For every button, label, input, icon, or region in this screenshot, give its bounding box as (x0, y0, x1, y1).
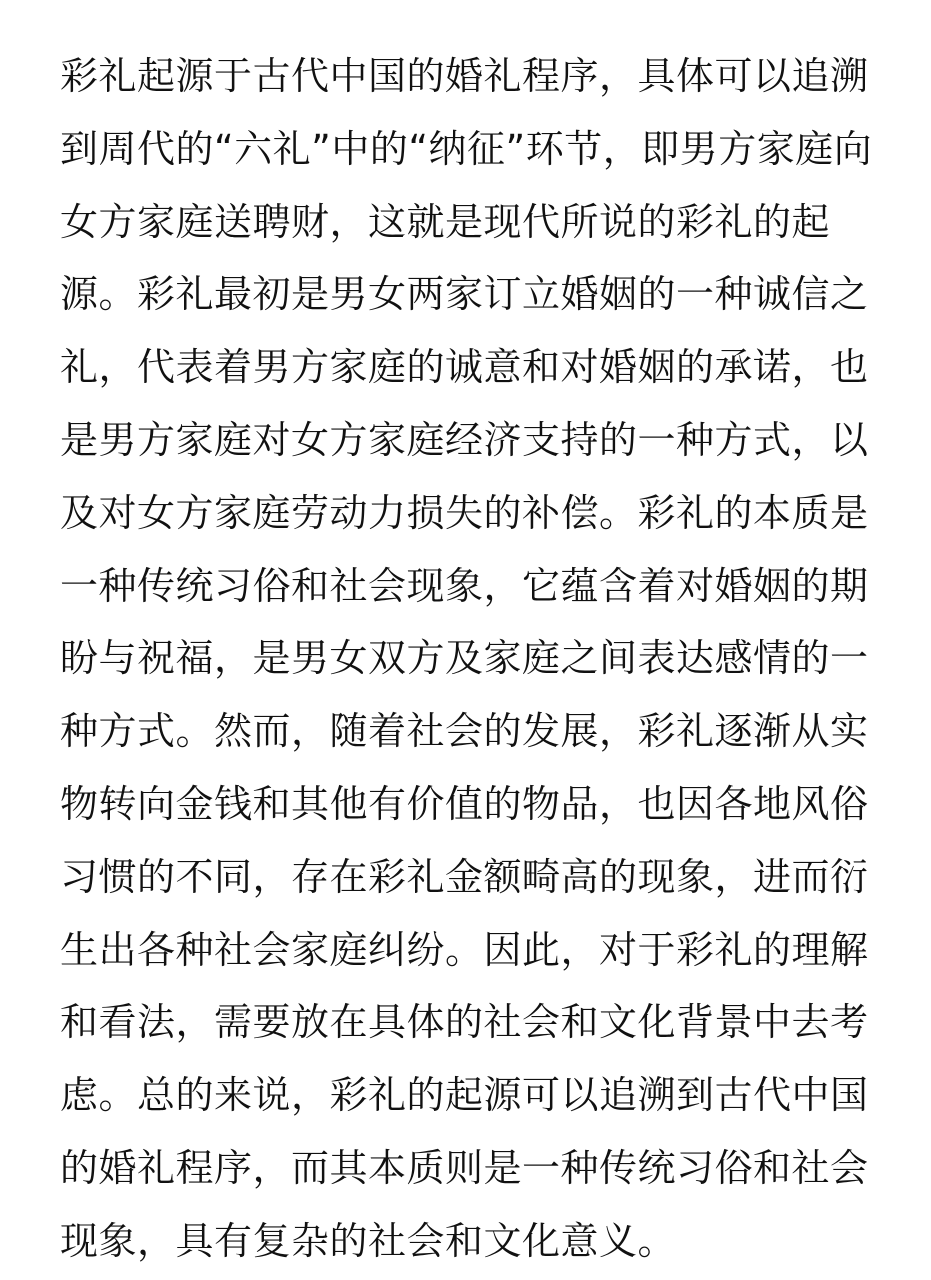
article-line: 现象，具有复杂的社会和文化意义。 (60, 1218, 677, 1263)
article-line: 及对女方家庭劳动力损失的补偿。彩礼的本质是 (60, 490, 869, 535)
article-line: 种方式。然而，随着社会的发展，彩礼逐渐从实 (60, 709, 869, 754)
article-line: 虑。总的来说，彩礼的起源可以追溯到古代中国 (60, 1073, 869, 1118)
article-line: 彩礼起源于古代中国的婚礼程序，具体可以追溯 (60, 54, 869, 98)
article-line: 到周代的“六礼”中的“纳征”环节，即男方家庭向 (60, 126, 873, 171)
article-text (60, 40, 880, 1278)
article-line: 习惯的不同，存在彩礼金额畸高的现象，进而衍 (60, 854, 869, 899)
article-line: 的婚礼程序，而其本质则是一种传统习俗和社会 (60, 1145, 869, 1190)
article-line: 是男方家庭对女方家庭经济支持的一种方式，以 (60, 417, 869, 462)
article-line: 源。彩礼最初是男女两家订立婚姻的一种诚信之 (60, 272, 869, 317)
article-line: 生出各种社会家庭纠纷。因此，对于彩礼的理解 (60, 927, 869, 972)
article-line: 一种传统习俗和社会现象，它蕴含着对婚姻的期 (60, 563, 869, 608)
article-line: 礼，代表着男方家庭的诚意和对婚姻的承诺，也 (60, 345, 869, 390)
article-line: 物转向金钱和其他有价值的物品，也因各地风俗 (60, 781, 869, 826)
article-line: 和看法，需要放在具体的社会和文化背景中去考 (60, 1000, 869, 1045)
article-line: 女方家庭送聘财，这就是现代所说的彩礼的起 (60, 199, 831, 244)
article-line: 盼与祝福，是男女双方及家庭之间表达感情的一 (60, 636, 869, 681)
